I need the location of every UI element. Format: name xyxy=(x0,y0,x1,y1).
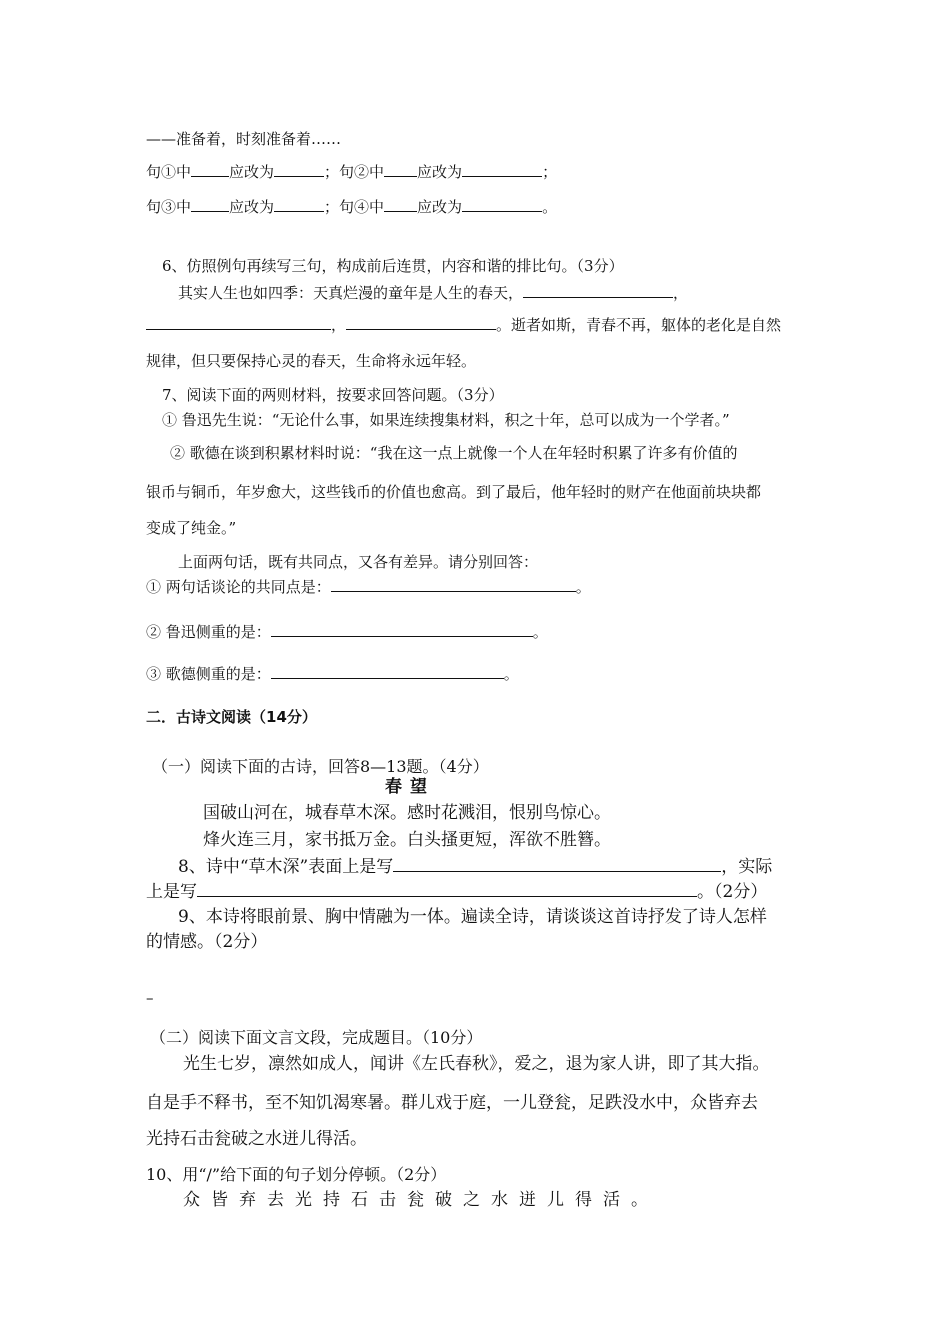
q5-row1: 句①中 应改为 ；句②中 应改为 ； xyxy=(146,163,558,181)
q8-line-2: 上是写 。（2分） xyxy=(146,882,768,902)
blank[interactable] xyxy=(274,197,324,212)
q5-line: ——准备着，时刻准备着…… xyxy=(146,130,342,148)
blank[interactable] xyxy=(197,882,697,897)
blank[interactable] xyxy=(146,315,331,330)
blank[interactable] xyxy=(331,577,576,592)
q7-prompt: 7、阅读下面的两则材料，按要求回答问题。（3分） xyxy=(162,386,504,404)
blank[interactable] xyxy=(191,197,229,212)
q7-material-2a: ② 歌德在谈到积累材料时说：“我在这一点上就像一个人在年轻时积累了许多有价值的 xyxy=(170,444,738,462)
stray-dash: – xyxy=(146,989,154,1007)
poem-line-1: 国破山河在，城春草木深。感时花溅泪，恨别鸟惊心。 xyxy=(203,803,611,823)
blank[interactable] xyxy=(271,622,533,637)
q7-answer-1: ① 两句话谈论的共同点是： 。 xyxy=(146,578,591,596)
prose-line-2: 自是手不释书，至不知饥渴寒暑。群儿戏于庭，一儿登瓮，足跌没水中，众皆弃去 xyxy=(146,1093,758,1113)
poem-title: 春望 xyxy=(385,777,435,797)
q10-prompt: 10、用“/”给下面的句子划分停顿。（2分） xyxy=(146,1165,447,1184)
q7-answer-2: ② 鲁迅侧重的是： 。 xyxy=(146,623,548,641)
blank[interactable] xyxy=(274,162,324,177)
prose-line-3: 光持石击瓮破之水迸儿得活。 xyxy=(146,1129,367,1149)
blank[interactable] xyxy=(462,162,542,177)
blank[interactable] xyxy=(191,162,229,177)
blank[interactable] xyxy=(393,857,721,872)
q6-line1: 其实人生也如四季：天真烂漫的童年是人生的春天， ， xyxy=(178,284,689,302)
blank[interactable] xyxy=(271,664,504,679)
poem-line-2: 烽火连三月，家书抵万金。白头搔更短，浑欲不胜簪。 xyxy=(203,830,611,850)
blank[interactable] xyxy=(384,197,417,212)
q10-sentence: 众皆弃去光持石击瓮破之水迸儿得活。 xyxy=(183,1190,659,1210)
blank[interactable] xyxy=(384,162,417,177)
q7-instruction: 上面两句话，既有共同点，又各有差异。请分别回答： xyxy=(178,553,539,571)
q7-answer-3: ③ 歌德侧重的是： 。 xyxy=(146,665,519,683)
q8-line-1: 8、诗中“草木深”表面上是写 ，实际 xyxy=(178,857,773,877)
blank[interactable] xyxy=(523,283,673,298)
q5-row2: 句③中 应改为 ；句④中 应改为 。 xyxy=(146,198,558,216)
part2-heading: （二）阅读下面文言文段，完成题目。（10分） xyxy=(150,1028,483,1047)
section-heading: 二．古诗文阅读（14分） xyxy=(146,708,317,726)
part1-heading: （一）阅读下面的古诗，回答8—13题。（4分） xyxy=(152,757,489,776)
q7-material-2c: 变成了纯金。” xyxy=(146,519,237,537)
q9-line-1: 9、本诗将眼前景、胸中情融为一体。遍读全诗，请谈谈这首诗抒发了诗人怎样 xyxy=(178,907,767,927)
q6-prompt: 6、仿照例句再续写三句，构成前后连贯，内容和谐的排比句。（3分） xyxy=(162,257,624,275)
blank[interactable] xyxy=(462,197,542,212)
q9-line-2: 的情感。（2分） xyxy=(146,932,268,952)
q6-line3: 规律，但只要保持心灵的春天，生命将永远年轻。 xyxy=(146,352,477,370)
prose-line-1: 光生七岁，凛然如成人，闻讲《左氏春秋》，爱之，退为家人讲，即了其大指。 xyxy=(183,1054,770,1074)
q6-line2: ， 。逝者如斯，青春不再，躯体的老化是自然 xyxy=(146,315,781,335)
q7-material-1: ① 鲁迅先生说：“无论什么事，如果连续搜集材料，积之十年，总可以成为一个学者。” xyxy=(162,411,730,429)
blank[interactable] xyxy=(346,315,496,330)
q7-material-2b: 银币与铜币，年岁愈大，这些钱币的价值也愈高。到了最后，他年轻时的财产在他面前块块都 xyxy=(146,483,762,501)
